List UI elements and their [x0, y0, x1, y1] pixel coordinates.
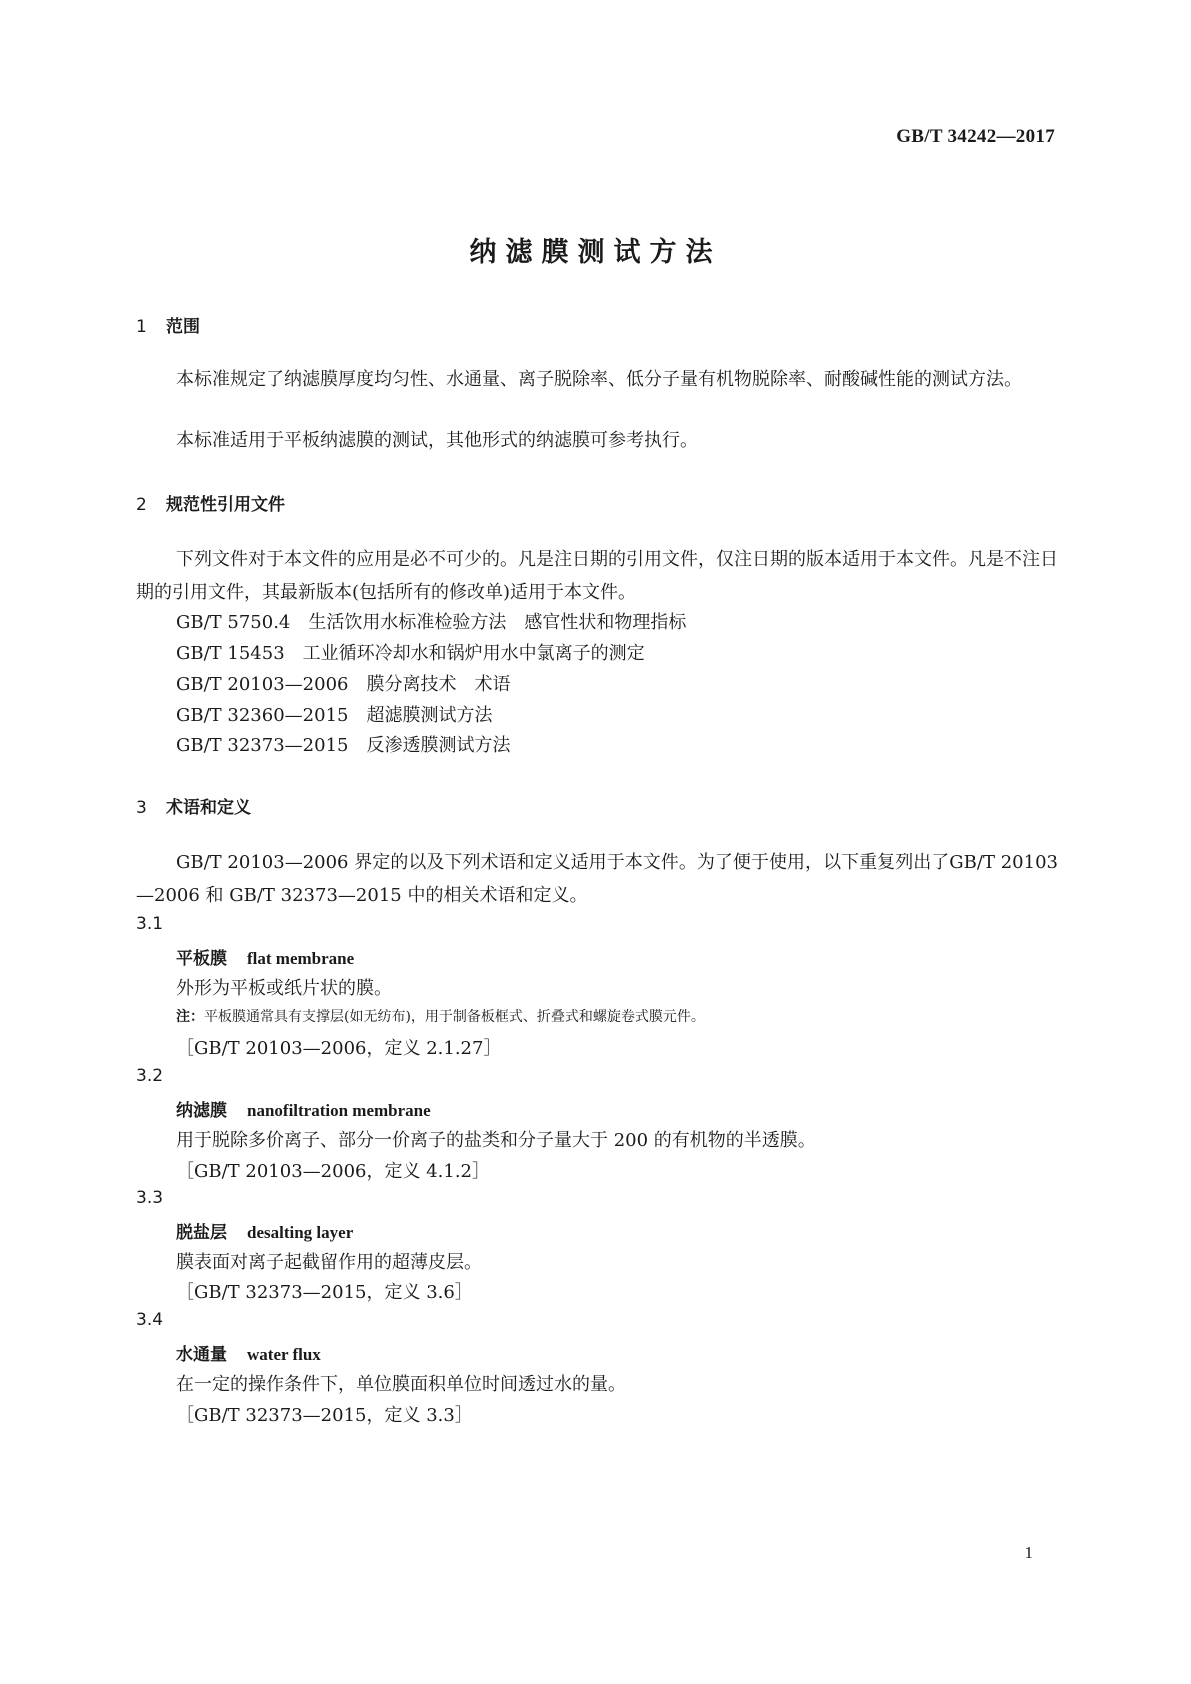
term-number: 3.2 — [136, 1066, 164, 1086]
reference-code: GB/T 15453 — [176, 643, 285, 664]
reference-title: 生活饮用水标准检验方法 感官性状和物理指标 — [308, 612, 687, 633]
term-chinese: 脱盐层 — [176, 1223, 227, 1243]
section-number: 2 — [136, 495, 147, 515]
term-english: nanofiltration membrane — [247, 1101, 431, 1120]
reference-code: GB/T 32360—2015 — [176, 705, 349, 726]
reference-code: GB/T 20103—2006 — [176, 674, 349, 695]
section-number: 3 — [136, 798, 147, 818]
term-definition: 用于脱除多价离子、部分一价离子的盐类和分子量大于 200 的有机物的半透膜。 — [176, 1130, 816, 1151]
reference-code: GB/T 32373—2015 — [176, 735, 349, 756]
section-2-heading — [136, 490, 285, 515]
reference-title: 反渗透膜测试方法 — [366, 735, 511, 756]
section-title: 范围 — [166, 317, 200, 337]
term-source: ［GB/T 20103—2006，定义 2.1.27］ — [176, 1038, 502, 1059]
term-chinese: 纳滤膜 — [176, 1101, 227, 1121]
section-1-heading — [136, 312, 200, 337]
reference-item — [176, 670, 510, 696]
section-title: 术语和定义 — [166, 798, 251, 818]
term-number: 3.1 — [136, 914, 164, 934]
term-definition: 外形为平板或纸片状的膜。 — [176, 978, 392, 999]
term-heading — [176, 1340, 321, 1365]
reference-item — [176, 608, 686, 634]
reference-code: GB/T 5750.4 — [176, 612, 291, 633]
reference-item — [176, 639, 645, 665]
term-source: ［GB/T 20103—2006，定义 4.1.2］ — [176, 1161, 490, 1182]
term-english: desalting layer — [247, 1223, 354, 1242]
standard-number: GB/T 34242—2017 — [896, 126, 1055, 147]
term-source: ［GB/T 32373—2015，定义 3.6］ — [176, 1282, 473, 1303]
section-number: 1 — [136, 317, 147, 337]
term-chinese: 水通量 — [176, 1345, 227, 1365]
page-number: 1 — [1024, 1543, 1033, 1562]
term-definition: 膜表面对离子起截留作用的超薄皮层。 — [176, 1252, 482, 1273]
reference-title: 超滤膜测试方法 — [366, 705, 493, 726]
term-note — [176, 1006, 705, 1026]
reference-title: 膜分离技术 术语 — [366, 674, 511, 695]
reference-item — [176, 731, 510, 757]
reference-item — [176, 701, 492, 727]
term-english: flat membrane — [247, 949, 355, 968]
section-title: 规范性引用文件 — [166, 495, 285, 515]
term-heading — [176, 1096, 431, 1121]
note-text: 平板膜通常具有支撑层(如无纺布)，用于制备板框式、折叠式和螺旋卷式膜元件。 — [204, 1009, 705, 1025]
term-english: water flux — [247, 1345, 321, 1364]
section-3-paragraph-1: GB/T 20103—2006 界定的以及下列术语和定义适用于本文件。为了便于使用，以下重复列出了GB/T 20103—2006 和 GB/T 32373—2015 中的相关术语和定义。 — [136, 852, 1058, 906]
term-source: ［GB/T 32373—2015，定义 3.3］ — [176, 1405, 473, 1426]
term-number: 3.3 — [136, 1188, 164, 1208]
term-heading — [176, 944, 354, 969]
term-number: 3.4 — [136, 1310, 164, 1330]
section-1-paragraph-2: 本标准适用于平板纳滤膜的测试，其他形式的纳滤膜可参考执行。 — [176, 430, 698, 451]
term-chinese: 平板膜 — [176, 949, 227, 969]
term-heading — [176, 1218, 353, 1243]
section-3-heading — [136, 793, 251, 818]
reference-title: 工业循环冷却水和锅炉用水中氯离子的测定 — [302, 643, 645, 664]
note-label: 注： — [176, 1009, 204, 1025]
term-definition: 在一定的操作条件下，单位膜面积单位时间透过水的量。 — [176, 1374, 626, 1395]
document-title: 纳滤膜测试方法 — [469, 237, 722, 268]
section-2-paragraph-1: 下列文件对于本文件的应用是必不可少的。凡是注日期的引用文件，仅注日期的版本适用于本文件。凡是不注日期的引用文件，其最新版本(包括所有的修改单)适用于本文件。 — [136, 549, 1058, 603]
section-1-paragraph-1: 本标准规定了纳滤膜厚度均匀性、水通量、离子脱除率、低分子量有机物脱除率、耐酸碱性能的测试方法。 — [176, 369, 1022, 390]
